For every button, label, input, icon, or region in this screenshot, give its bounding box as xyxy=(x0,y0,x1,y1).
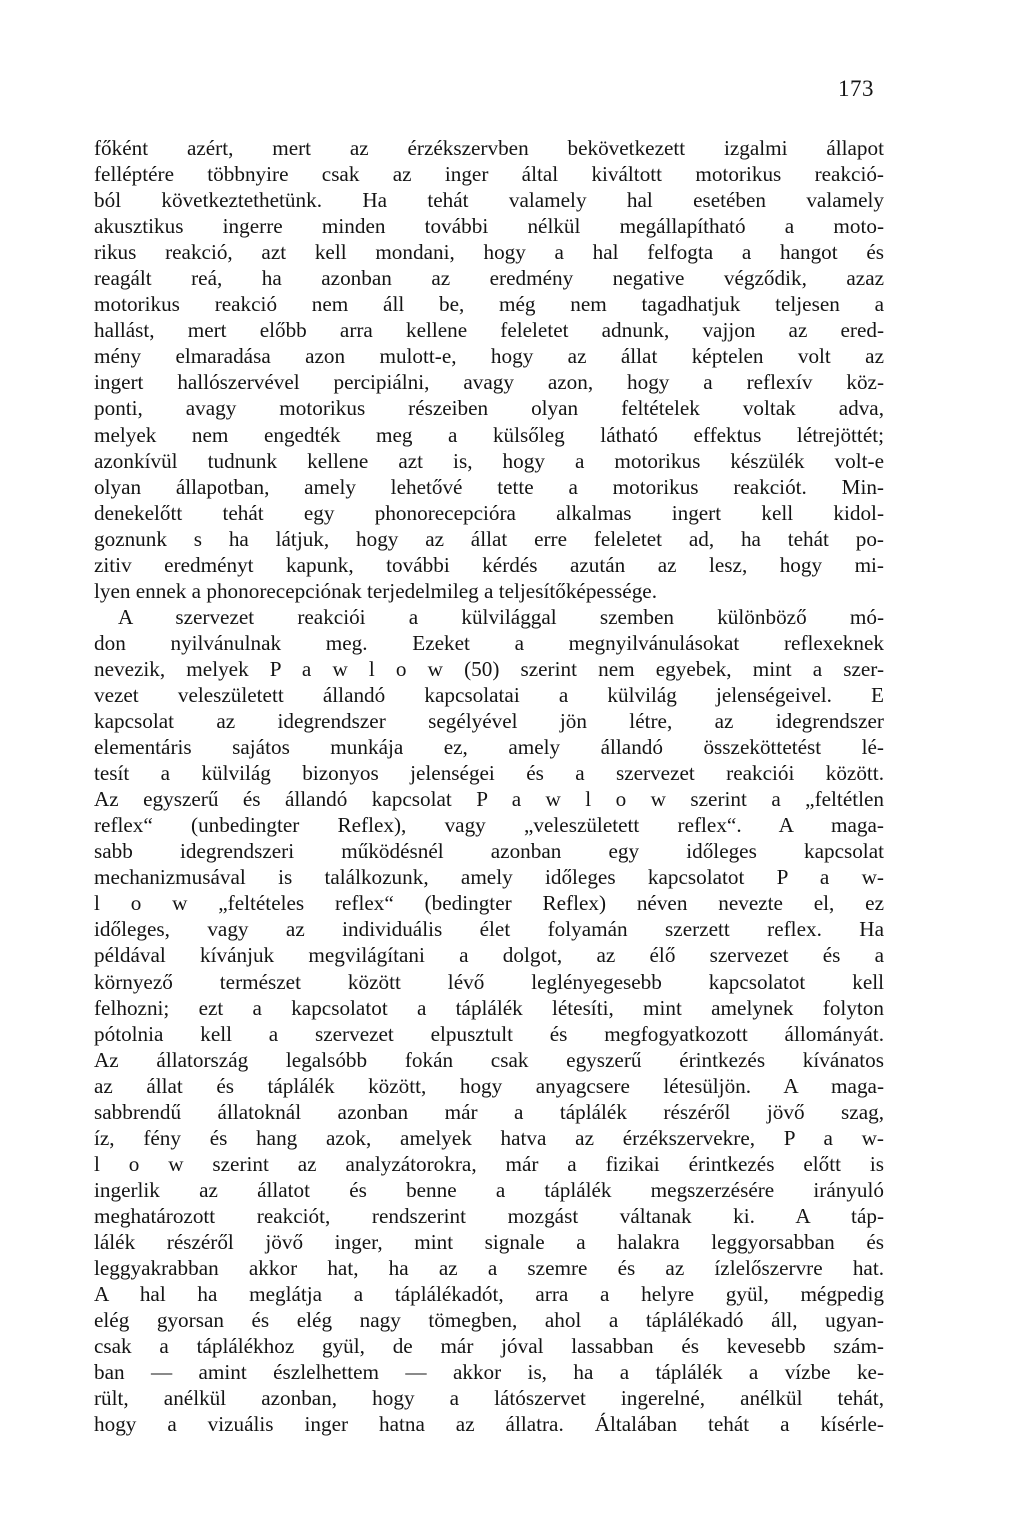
text-line: olyan állapotban, amely lehetővé tette a motorikus reakciót. Min- xyxy=(94,474,884,499)
text-line: csak a táplálékhoz gyül, de már jóval lassabban és kevesebb szám- xyxy=(94,1334,884,1359)
text-line: pótolnia kell a szervezet elpusztult és megfogyatkozott állományát. xyxy=(94,1021,884,1046)
text-line: elég gyorsan és elég nagy tömegben, ahol a táplálékadó áll, ugyan- xyxy=(94,1308,884,1333)
text-line: mechanizmusával is találkozunk, amely időleges kapcsolatot P a w- xyxy=(94,865,884,890)
text-line: kapcsolat az idegrendszer segélyével jön létre, az idegrendszer xyxy=(94,709,884,734)
text-line: mény elmaradása azon mulott-e, hogy az állat képtelen volt az xyxy=(94,344,884,369)
text-line: leggyakrabban akkor hat, ha az a szemre és az ízlelőszervre hat. xyxy=(94,1256,884,1281)
text-line: főként azért, mert az érzékszervben bekövetkezett izgalmi állapot xyxy=(94,136,884,160)
text-line: meghatározott reakciót, rendszerint mozgást váltanak ki. A táp- xyxy=(94,1203,884,1228)
text-line: felhozni; ezt a kapcsolatot a táplálék létesíti, mint amelynek folyton xyxy=(94,995,884,1020)
text-line: lyen ennek a phonorecepciónak terjedelmileg a teljesítőképessége. xyxy=(94,578,657,603)
text-line: környező természet között lévő leglényegesebb kapcsolatot kell xyxy=(94,969,884,994)
text-line: ponti, avagy motorikus részeiben olyan feltételek voltak adva, xyxy=(94,396,884,421)
text-line: Az egyszerű és állandó kapcsolat P a w l o w szerint a „feltétlen xyxy=(94,787,884,812)
text-line: nevezik, melyek P a w l o w (50) szerint nem egyebek, mint a szer- xyxy=(94,656,884,681)
text-line: don nyilvánulnak meg. Ezeket a megnyilvánulásokat reflexeknek xyxy=(94,630,884,655)
text-line: azonkívül tudnunk kellene azt is, hogy a motorikus készülék volt-e xyxy=(94,448,884,473)
text-line: elementáris sajátos munkája ez, amely állandó összeköttetést lé- xyxy=(94,735,884,760)
text-line: Az állatország legalsóbb fokán csak egyszerű érintkezés kívánatos xyxy=(94,1047,884,1072)
text-line: melyek nem engedték meg a külsőleg látható effektus létrejöttét; xyxy=(94,422,884,447)
text-line: tesít a külvilág bizonyos jelenségei és a szervezet reakciói között. xyxy=(94,761,884,786)
text-line: sabbrendű állatoknál azonban már a táplálék részéről jövő szag, xyxy=(94,1099,884,1124)
text-line: az állat és táplálék között, hogy anyagcsere létesüljön. A maga- xyxy=(94,1073,884,1098)
text-line: sabb idegrendszeri működésnél azonban egy időleges kapcsolat xyxy=(94,839,884,864)
text-line: ban — amint észlelhettem — akkor is, ha a táplálék a vízbe ke- xyxy=(94,1360,884,1385)
text-line: ingert hallószervével percipiálni, avagy azon, hogy a reflexív köz- xyxy=(94,370,884,395)
text-line: goznunk s ha látjuk, hogy az állat erre feleletet ad, ha tehát po- xyxy=(94,526,884,551)
text-line: zitiv eredményt kapunk, további kérdés azután az lesz, hogy mi- xyxy=(94,552,884,577)
text-line: akusztikus ingerre minden további nélkül megállapítható a moto- xyxy=(94,214,884,239)
text-line: A hal ha meglátja a táplálékadót, arra a helyre gyül, mégpedig xyxy=(94,1282,884,1307)
text-line: időleges, vagy az individuális élet folyamán szerzett reflex. Ha xyxy=(94,917,884,942)
text-line: reflex“ (unbedingter Reflex), vagy „veleszületett reflex“. A maga- xyxy=(94,813,884,838)
body-text xyxy=(94,135,884,1437)
text-line: reagált reá, ha azonban az eredmény negative végződik, azaz xyxy=(94,266,884,291)
text-line: hallást, mert előbb arra kellene feleletet adnunk, vajjon az ered- xyxy=(94,318,884,343)
text-line: felléptére többnyire csak az inger által kiváltott motorikus reakció- xyxy=(94,162,884,187)
text-line: lálék részéről jövő inger, mint signale a halakra leggyorsabban és xyxy=(94,1229,884,1254)
text-line: rült, anélkül azonban, hogy a látószervet ingerelné, anélkül tehát, xyxy=(94,1386,884,1411)
text-line: l o w szerint az analyzátorokra, már a fizikai érintkezés előtt is xyxy=(94,1151,884,1176)
text-line: denekelőtt tehát egy phonorecepcióra alkalmas ingert kell kidol- xyxy=(94,500,884,525)
text-line: l o w „feltételes reflex“ (bedingter Reflex) néven nevezte el, ez xyxy=(94,891,884,916)
text-line: íz, fény és hang azok, amelyek hatva az érzékszervekre, P a w- xyxy=(94,1125,884,1150)
text-line: motorikus reakció nem áll be, még nem tagadhatjuk teljesen a xyxy=(94,292,884,317)
text-line: hogy a vizuális inger hatna az állatra. Általában tehát a kísérle- xyxy=(94,1412,884,1437)
text-line: ból következtethetünk. Ha tehát valamely hal esetében valamely xyxy=(94,188,884,213)
text-line: A szervezet reakciói a külvilággal szemben különböző mó- xyxy=(118,604,884,629)
text-line: vezet veleszületett állandó kapcsolatai a külvilág jelenségeivel. E xyxy=(94,682,884,707)
text-line: ingerlik az állatot és benne a táplálék megszerzésére irányuló xyxy=(94,1177,884,1202)
text-line: rikus reakció, azt kell mondani, hogy a hal felfogta a hangot és xyxy=(94,240,884,265)
page-number: 173 xyxy=(838,76,874,101)
text-line: példával kívánjuk megvilágítani a dolgot, az élő szervezet és a xyxy=(94,943,884,968)
